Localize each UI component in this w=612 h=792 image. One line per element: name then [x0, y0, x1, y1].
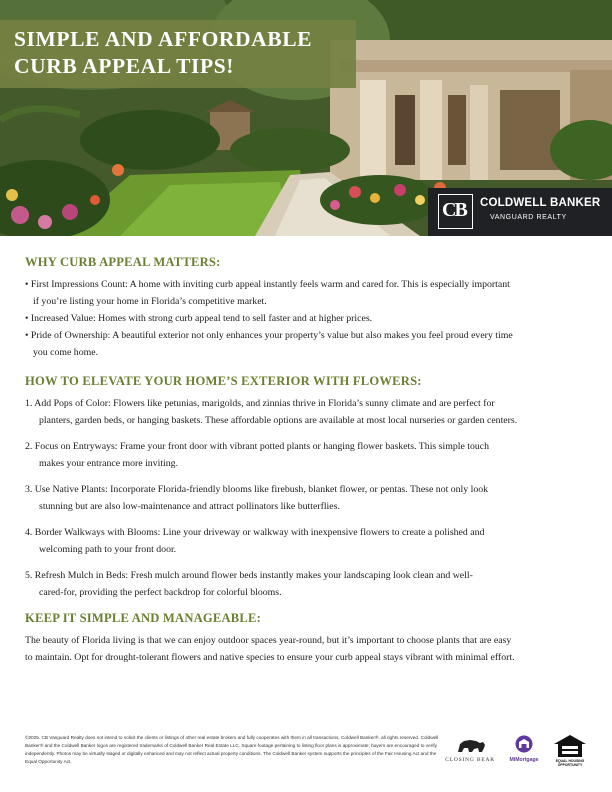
how-step-list [25, 395, 591, 601]
list-item: 1. Add Pops of Color: Flowers like petunias, marigolds, and zinnias thrive in Florida’s sunny climate and are perfect for planters, garden beds, or hanging baskets. These affordable options are available at most local nurseries or garden centers. [25, 398, 518, 426]
title-banner [0, 20, 356, 88]
mimortgage-icon [502, 734, 546, 756]
closing-bear-logo: CLOSING BEAR [440, 734, 500, 768]
bear-icon [440, 734, 500, 756]
section-heading-keep: KEEP IT SIMPLE AND MANAGEABLE: [25, 611, 261, 625]
why-bullet-list [25, 276, 591, 361]
paragraph-line: The beauty of Florida living is that we can enjoy outdoor spaces year-round, but it’s important to choose plants that are easy [25, 635, 512, 646]
brand-subtitle: VANGUARD REALTY [490, 214, 567, 221]
page-title-line-2: CURB APPEAL TIPS! [14, 54, 235, 78]
section-heading-why: WHY CURB APPEAL MATTERS: [25, 255, 221, 269]
mimortgage-logo: MiMortgage [502, 734, 542, 768]
footer-logo-row [440, 734, 600, 768]
hero-image [0, 0, 612, 236]
list-item: • First Impressions Count: A home with inviting curb appeal instantly feels warm and cared for. This is especially important [25, 279, 510, 290]
paragraph-line: to maintain. Opt for drought-tolerant flowers and native species to ensure your curb appeal stays vibrant with minimal effort. [25, 652, 515, 663]
section-heading-how: HOW TO ELEVATE YOUR HOME’S EXTERIOR WITH FLOWERS: [25, 374, 422, 388]
cb-monogram-icon: CB [438, 194, 473, 229]
equal-housing-icon [550, 734, 590, 758]
brand-badge [428, 188, 612, 236]
page-title-line-1: SIMPLE AND AFFORDABLE [14, 27, 313, 51]
list-item-continued: if you’re listing your home in Florida’s competitive market. [33, 296, 267, 307]
list-item: • Increased Value: Homes with strong curb appeal tend to sell faster and at higher prices. [25, 313, 373, 324]
article-body [25, 254, 591, 666]
list-item: 4. Border Walkways with Blooms: Line your driveway or walkway with inexpensive flowers to create a polished and welcoming path to your front door. [25, 527, 485, 555]
list-item: 3. Use Native Plants: Incorporate Florida-friendly blooms like firebush, blanket flower, or pentas. These not only look stunning but are also low-maintenance and attract pollinators like butterflies. [25, 484, 489, 512]
list-item: 2. Focus on Entryways: Frame your front door with vibrant potted plants or hanging flower baskets. This simple touch makes your entrance more inviting. [25, 441, 490, 469]
list-item: 5. Refresh Mulch in Beds: Fresh mulch around flower beds instantly makes your landscaping look clean and well- cared-for, providing the perfect backdrop for colorful blooms. [25, 570, 473, 598]
brand-name: COLDWELL BANKER [480, 197, 601, 209]
list-item: • Pride of Ownership: A beautiful exterior not only enhances your property’s value but also makes you feel proud every time [25, 330, 513, 341]
keep-paragraph [25, 632, 591, 666]
list-item-continued: you come home. [33, 347, 99, 358]
equal-housing-logo: EQUAL HOUSING OPPORTUNITY [550, 734, 590, 768]
legal-disclaimer: ©2025. CB Vanguard Realty does not intend to solicit the clients or listings of other real estate brokers and fully cooperates with them in all transactions. Coldwell Banker®, all rights reserved. Coldwell Banker® and the Coldwell Banker logos are registered trademarks of Coldwell Banker Real Estate LLC. Square footage pertaining to listing floor plans is approximate; buyers are encouraged to verify independently. Photos may be virtually staged or digitally enhanced and may not reflect actual property conditions. The Coldwell Banker system supports the principles of the Fair Housing Act and the Equal Opportunity Act. [25, 735, 439, 764]
